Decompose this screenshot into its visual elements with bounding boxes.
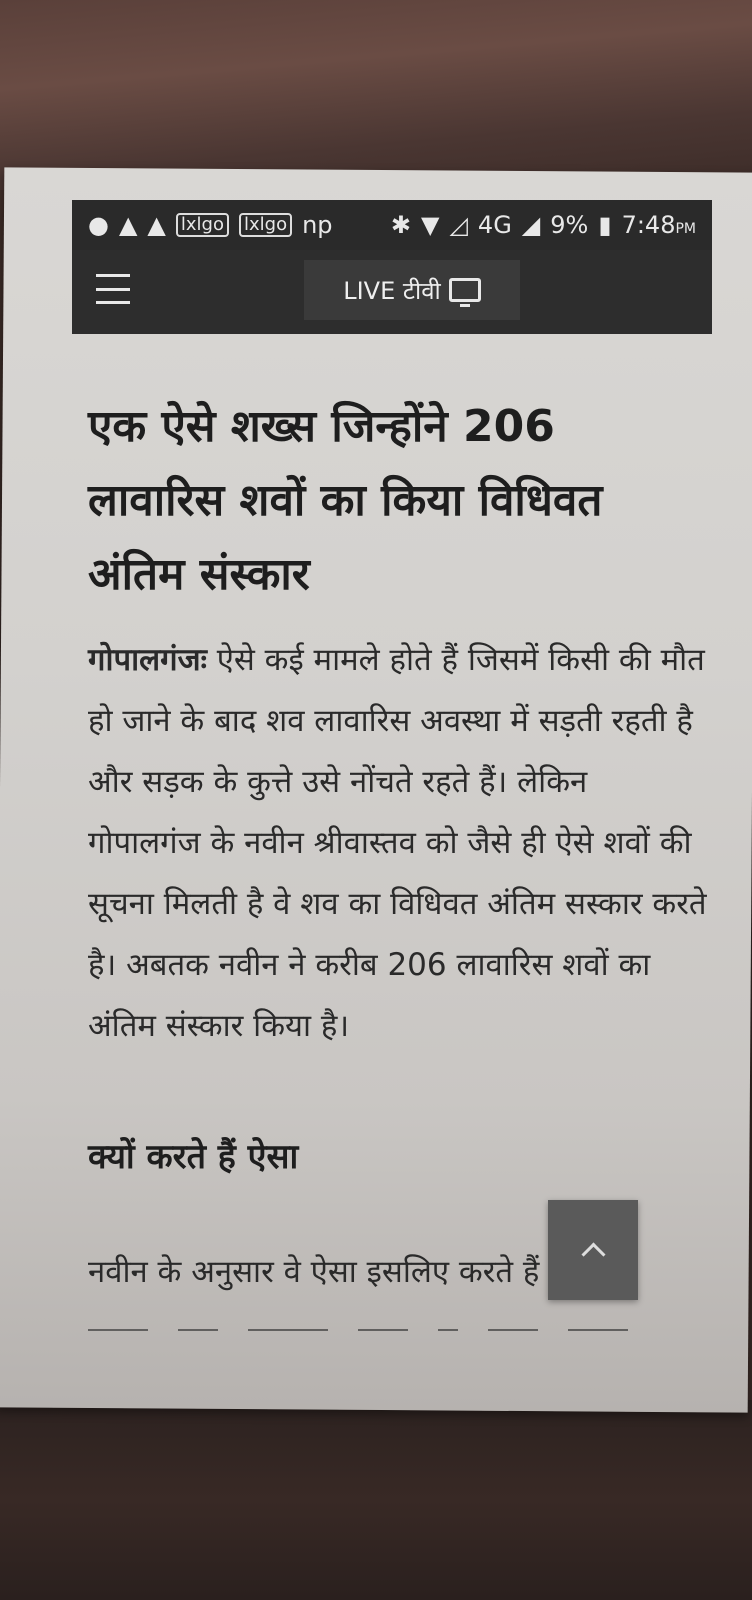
status-bar (72, 200, 712, 250)
status-system (391, 211, 696, 239)
bluetooth-icon: ✱ (390, 211, 411, 239)
network-type: 4G (477, 211, 512, 239)
time-text: 7:48 (621, 211, 676, 239)
article-subheading: क्यों करते हैं ऐसा (88, 1137, 299, 1177)
app-badge-icon: np (302, 211, 333, 239)
app-icon: ▲ (118, 211, 138, 239)
article-dateline: गोपालगंजः (88, 642, 207, 678)
wifi-icon: ▼ (420, 211, 440, 239)
tv-icon (449, 278, 481, 302)
live-tv-button[interactable] (304, 260, 520, 320)
ampm-text: PM (675, 221, 696, 237)
article-body (88, 630, 708, 1057)
menu-icon[interactable] (96, 274, 130, 304)
app-icon: ▲ (147, 211, 166, 239)
signal-icon: ◿ (449, 211, 468, 239)
clock (622, 211, 696, 239)
background-bottom (0, 1400, 752, 1600)
chat-icon: ● (88, 211, 109, 239)
background-top (0, 0, 752, 190)
live-tv-label: LIVE टीवी (343, 276, 441, 305)
signal-icon: ◢ (521, 211, 541, 239)
article-headline: एक ऐसे शख्स जिन्होंने 206 लावारिस शवों का किया विधिवत अंतिम संस्कार (88, 401, 603, 600)
chevron-up-icon (581, 1242, 605, 1266)
article-body-text: ऐसे कई मामले होते हैं जिसमें किसी की मौत हो जाने के बाद शव लावारिस अवस्था में सड़ती रहती है और सड़क के कुत्ते उसे नोंचते रहते हैं। लेकिन गोपालगंज के नवीन श्रीवास्तव को जैसे ही ऐसे शवों की सूचना मिलती है वे शव का विधिवत अंतिम सस्कार करते है। अबतक नवीन ने करीब 206 लावारिस शवों का अंतिम संस्कार किया है। (88, 642, 707, 1044)
battery-percent: 9% (550, 211, 589, 239)
app-header (72, 250, 712, 334)
status-notifications (88, 211, 333, 239)
scroll-to-top-button[interactable] (548, 1200, 638, 1300)
article-paragraph-2: नवीन के अनुसार वे ऐसा इसलिए करते हैं (88, 1254, 540, 1290)
truncated-text-line (88, 1318, 648, 1342)
battery-icon: ▮ (598, 211, 612, 239)
notification-icon: lxlgo (239, 213, 292, 237)
notification-icon: lxlgo (176, 213, 229, 237)
